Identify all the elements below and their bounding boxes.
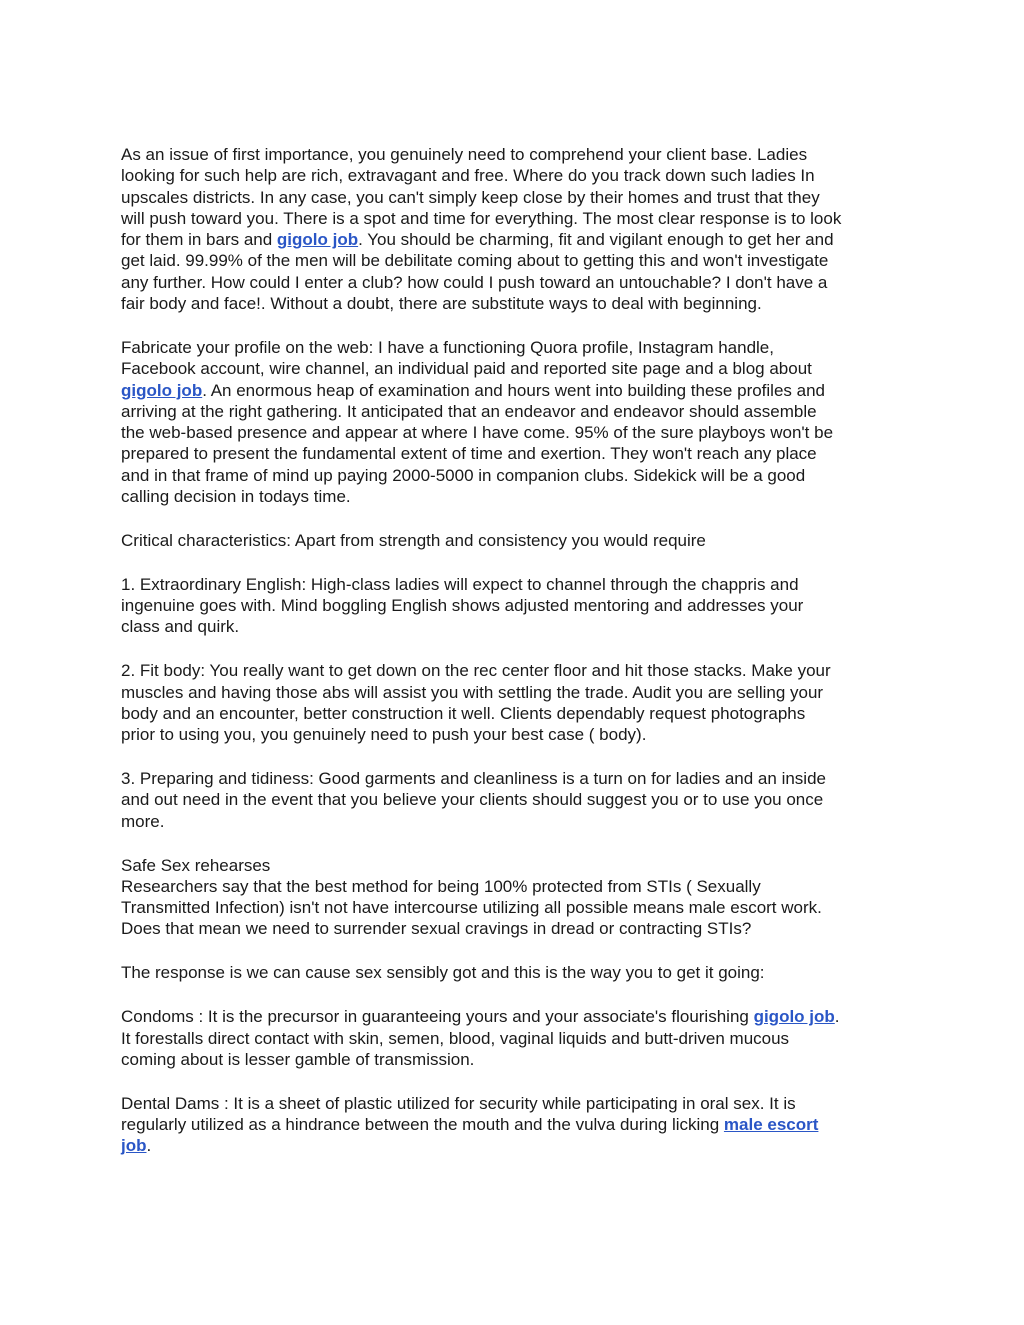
text-line: It forestalls direct contact with skin, semen, blood, vaginal liquids and butt-driven mucous <box>121 1028 790 1048</box>
text-line: and in that frame of mind up paying 2000-5000 in companion clubs. Sidekick will be a good <box>121 465 806 485</box>
text-line: Facebook account, wire channel, an individual paid and reported site page and a blog about <box>121 359 812 379</box>
paragraph-condoms <box>121 1006 911 1070</box>
paragraph-tidiness <box>121 768 911 832</box>
paragraph-english <box>121 574 911 638</box>
paragraph-client-base <box>121 144 911 314</box>
paragraph-safe-sex <box>121 855 911 940</box>
gigolo-job-link[interactable]: gigolo job <box>753 1007 835 1027</box>
text-line: 3. Preparing and tidiness: Good garments and cleanliness is a turn on for ladies and an inside <box>121 769 826 789</box>
text-line: class and quirk. <box>121 617 240 637</box>
document-body <box>121 144 911 1157</box>
text-line: The response is we can cause sex sensibly got and this is the way you to get it going: <box>121 963 765 983</box>
text-line: Researchers say that the best method for being 100% protected from STIs ( Sexually <box>121 876 761 896</box>
male-escort-job-link[interactable]: job <box>121 1136 147 1156</box>
text-line: Fabricate your profile on the web: I have a functioning Quora profile, Instagram handle, <box>121 337 774 357</box>
text-span: Condoms : It is the precursor in guaranteeing yours and your associate's flourishing <box>121 1007 754 1027</box>
paragraph-profile <box>121 337 911 507</box>
text-line: body and an encounter, better construction it well. Clients dependably request photographs <box>121 703 806 723</box>
text-line: coming about is lesser gamble of transmission. <box>121 1049 475 1069</box>
gigolo-job-link[interactable]: gigolo job <box>276 230 359 250</box>
text-span: . <box>146 1136 152 1156</box>
text-line: calling decision in todays time. <box>121 487 351 507</box>
text-line: fair body and face!. Without a doubt, there are substitute ways to deal with beginning. <box>121 294 762 314</box>
text-line: ingenuine goes with. Mind boggling English shows adjusted mentoring and addresses your <box>121 596 804 616</box>
text-line: get laid. 99.99% of the men will be debilitate coming about to getting this and won't investigate <box>121 251 829 271</box>
text-line: 1. Extraordinary English: High-class ladies will expect to channel through the chappris and <box>121 574 799 594</box>
text-line: prior to using you, you genuinely need to push your best case ( body). <box>121 725 647 745</box>
text-line: the web-based presence and appear at where I have come. 95% of the sure playboys won't be <box>121 423 834 443</box>
text-line: arriving at the right gathering. It anticipated that an endeavor and endeavor should assemble <box>121 401 817 421</box>
text-line: more. <box>121 811 165 831</box>
text-line: Critical characteristics: Apart from strength and consistency you would require <box>121 530 706 550</box>
text-span: for them in bars and <box>121 230 277 250</box>
text-line: 2. Fit body: You really want to get down on the rec center floor and hit those stacks. Make your <box>121 661 831 681</box>
text-line: looking for such help are rich, extravagant and free. Where do you track down such ladies In <box>121 166 815 186</box>
text-line <box>121 380 911 401</box>
text-line: Does that mean we need to surrender sexual cravings in dread or contracting STIs? <box>121 919 752 939</box>
text-line <box>121 229 911 250</box>
male-escort-link[interactable]: male escort <box>723 1115 819 1135</box>
text-span: . You should be charming, fit and vigilant enough to get her and <box>358 230 834 250</box>
text-line: upscales districts. In any case, you can't simply keep close by their homes and trust that they <box>121 187 820 207</box>
text-line: any further. How could I enter a club? how could I push toward an untouchable? I don't have a <box>121 272 828 292</box>
text-line: Dental Dams : It is a sheet of plastic utilized for security while participating in oral sex. It is <box>121 1093 796 1113</box>
text-line: will push toward you. There is a spot and time for everything. The most clear response is to look <box>121 208 842 228</box>
text-line: prepared to present the fundamental extent of time and exertion. They won't reach any place <box>121 444 817 464</box>
text-span: . <box>834 1007 840 1027</box>
text-line <box>121 1006 911 1027</box>
text-span: regularly utilized as a hindrance between the mouth and the vulva during licking <box>121 1115 724 1135</box>
text-line: Safe Sex rehearses <box>121 855 271 875</box>
text-line: Transmitted Infection) isn't not have intercourse utilizing all possible means male escort work. <box>121 898 822 918</box>
text-line <box>121 1135 911 1156</box>
paragraph-fit-body <box>121 660 911 745</box>
text-span: . An enormous heap of examination and hours went into building these profiles and <box>202 380 826 400</box>
gigolo-job-link[interactable]: gigolo job <box>121 380 203 400</box>
paragraph-characteristics <box>121 530 911 551</box>
text-line: and out need in the event that you believe your clients should suggest you or to use you once <box>121 790 824 810</box>
text-line <box>121 1114 911 1135</box>
text-line: muscles and having those abs will assist you with settling the trade. Audit you are selling your <box>121 682 824 702</box>
paragraph-dental-dams <box>121 1093 911 1157</box>
paragraph-response <box>121 962 911 983</box>
text-line: As an issue of first importance, you genuinely need to comprehend your client base. Ladies <box>121 145 808 164</box>
